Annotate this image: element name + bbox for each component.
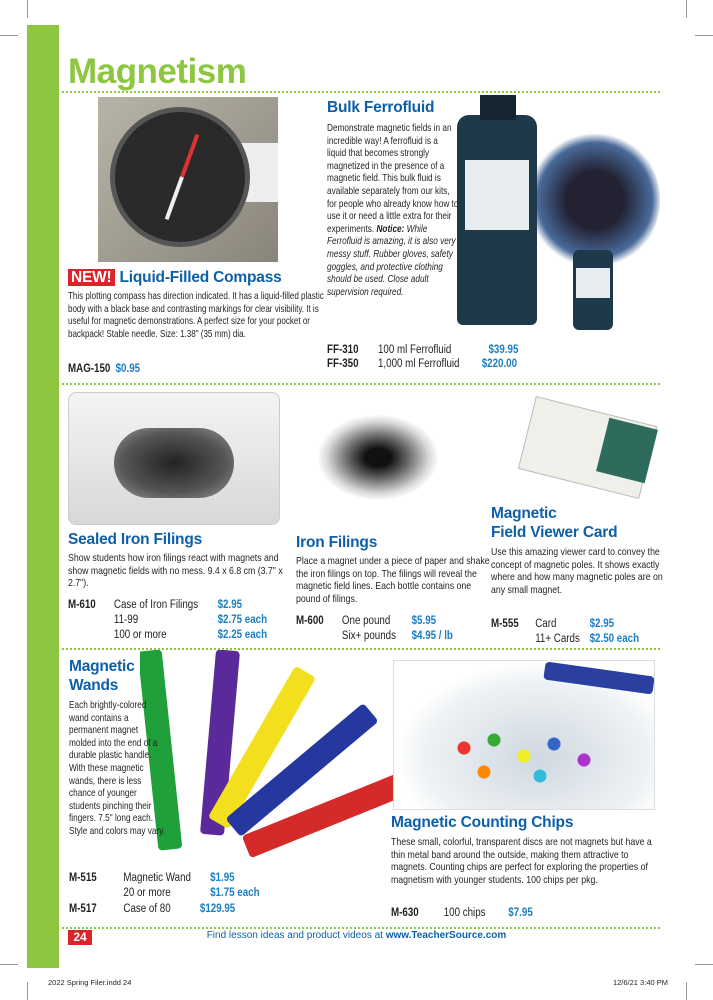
price: $2.50 each xyxy=(589,633,640,645)
price: $2.75 each xyxy=(217,614,268,626)
product-title xyxy=(69,657,135,695)
price: $129.95 xyxy=(199,903,236,915)
price: $39.95 xyxy=(488,344,519,356)
price-row xyxy=(69,871,235,886)
label: Case of Iron Filings xyxy=(113,599,199,611)
label: 100 ml Ferrofluid xyxy=(378,344,452,356)
price-row xyxy=(68,628,267,643)
magnetic-wands-image xyxy=(140,650,415,865)
price: $2.95 xyxy=(217,599,243,611)
product-title xyxy=(68,268,282,287)
label: 11+ Cards xyxy=(535,633,580,645)
product-description: These small, colorful, transparent discs are not magnets but have a thin metal band around the outside, making them attractive to magnets. Counting chips are perfect for exploring the properties of magnetism with younger students. 100 chips per pkg. xyxy=(391,837,652,886)
price: $7.95 xyxy=(508,907,533,919)
price: $4.95 / lb xyxy=(411,630,453,642)
price-row xyxy=(327,357,517,372)
product-description: Use this amazing viewer card to convey the concept of magnetic poles. It shows exactly where and how many magnetic poles are on any small magnet. xyxy=(491,547,663,596)
sku: M-517 xyxy=(69,903,97,915)
label: 1,000 ml Ferrofluid xyxy=(378,358,460,370)
label: 100 or more xyxy=(113,629,167,641)
label: Card xyxy=(535,618,557,630)
product-description: Place a magnet under a piece of paper and shake the iron filings on top. The filings will reveal the magnetic field lines. Each bottle contains one pound of filings. xyxy=(296,556,490,605)
price-row xyxy=(296,629,453,644)
sku: FF-310 xyxy=(327,344,359,356)
website-link[interactable]: www.TeacherSource.com xyxy=(385,930,507,941)
crop-mark xyxy=(27,0,28,18)
title-line: Wands xyxy=(69,677,119,694)
title-line: Field Viewer Card xyxy=(491,524,618,541)
price-row xyxy=(491,617,614,632)
sealed-iron-filings-image xyxy=(68,392,280,525)
divider xyxy=(62,383,660,385)
page-number: 24 xyxy=(68,930,92,945)
price: $1.75 each xyxy=(210,887,260,899)
label: Case of 80 xyxy=(123,903,171,915)
crop-mark xyxy=(27,982,28,1000)
crop-mark xyxy=(695,35,713,36)
sku: M-600 xyxy=(296,615,324,627)
price: $0.95 xyxy=(115,363,141,375)
footer-caption: Find lesson ideas and product videos at xyxy=(206,930,386,941)
sku: M-515 xyxy=(69,872,97,884)
crop-mark xyxy=(686,982,687,1000)
label: One pound xyxy=(341,615,391,627)
price-row xyxy=(69,902,235,917)
product-description: Show students how iron filings react with magnets and show magnetic fields with no mess. 9.4 x 6.8 cm (3.7" x 2.7"). xyxy=(68,553,283,590)
slug-date: 12/6/21 3:40 PM xyxy=(612,978,668,987)
sku: FF-350 xyxy=(327,358,359,370)
sku: M-630 xyxy=(391,907,419,919)
price: $220.00 xyxy=(481,358,518,370)
price-row xyxy=(68,362,140,377)
footer-text xyxy=(0,930,713,941)
label: 20 or more xyxy=(123,887,171,899)
price-row xyxy=(327,343,518,358)
price-row xyxy=(491,632,639,647)
label: 100 chips xyxy=(443,907,486,919)
crop-mark xyxy=(695,964,713,965)
product-title xyxy=(491,504,617,542)
product-title: Magnetic Counting Chips xyxy=(391,814,574,831)
field-viewer-card-image xyxy=(510,395,660,500)
side-color-bar xyxy=(27,25,59,968)
label: Six+ pounds xyxy=(341,630,396,642)
crop-mark xyxy=(0,35,18,36)
divider xyxy=(62,927,660,929)
sku: MAG-150 xyxy=(68,363,111,375)
compass-image xyxy=(98,97,278,262)
price-row xyxy=(68,613,267,628)
price-row xyxy=(69,886,260,901)
crop-mark xyxy=(686,0,687,18)
sku: M-610 xyxy=(68,599,96,611)
counting-chips-image xyxy=(393,660,655,810)
product-description xyxy=(327,123,459,299)
price: $1.95 xyxy=(210,872,235,884)
title-line: Magnetic xyxy=(69,658,135,675)
crop-mark xyxy=(0,964,18,965)
price-row xyxy=(296,614,436,629)
ferrofluid-image xyxy=(455,90,660,330)
product-title: Iron Filings xyxy=(296,534,378,551)
slug-filename: 2022 Spring Filer.indd 24 xyxy=(48,978,132,987)
iron-filings-image xyxy=(258,395,500,525)
price: $5.95 xyxy=(411,615,437,627)
sku: M-555 xyxy=(491,618,519,630)
new-badge: NEW! xyxy=(68,269,115,286)
product-title: Sealed Iron Filings xyxy=(68,531,203,548)
page-title: Magnetism xyxy=(68,52,247,91)
price: $2.95 xyxy=(589,618,615,630)
price-row xyxy=(68,598,242,613)
price: $2.25 each xyxy=(217,629,268,641)
price-row xyxy=(391,906,533,921)
title-text: Liquid-Filled Compass xyxy=(119,269,282,286)
product-description: Each brightly-colored wand contains a permanent magnet molded into the end of a durable plastic handle. With these magnetic wands, there is less chance of younger students pinching their fingers. 7.5" long each. Style and colors may vary. xyxy=(69,700,165,837)
notice-text: While Ferrofluid is amazing, it is also very messy stuff. Rubber gloves, safety goggles, and protective clothing should be used. Close adult supervision required. xyxy=(327,223,456,298)
label: Magnetic Wand xyxy=(123,872,191,884)
product-description: This plotting compass has direction indicated. It has a liquid-filled plastic body with a black base and contrasting markings for clear visibility. It is useful for magnetic demonstrations. A perfect size for your pocket or backpack! Stable needle. Size: 1.38" (35 mm) dia. xyxy=(68,291,324,340)
title-line: Magnetic xyxy=(491,505,557,522)
description-text: Demonstrate magnetic fields in an incredible way! A ferrofluid is a liquid that becomes strongly magnetized in the presence of a magnetic field. This bulk fluid is available separately from our kits, for people who already know how to use it or need a little extra for their experiments. xyxy=(327,123,459,235)
product-title: Bulk Ferrofluid xyxy=(327,99,435,116)
notice-label: Notice: xyxy=(376,223,405,235)
label: 11-99 xyxy=(113,614,139,626)
